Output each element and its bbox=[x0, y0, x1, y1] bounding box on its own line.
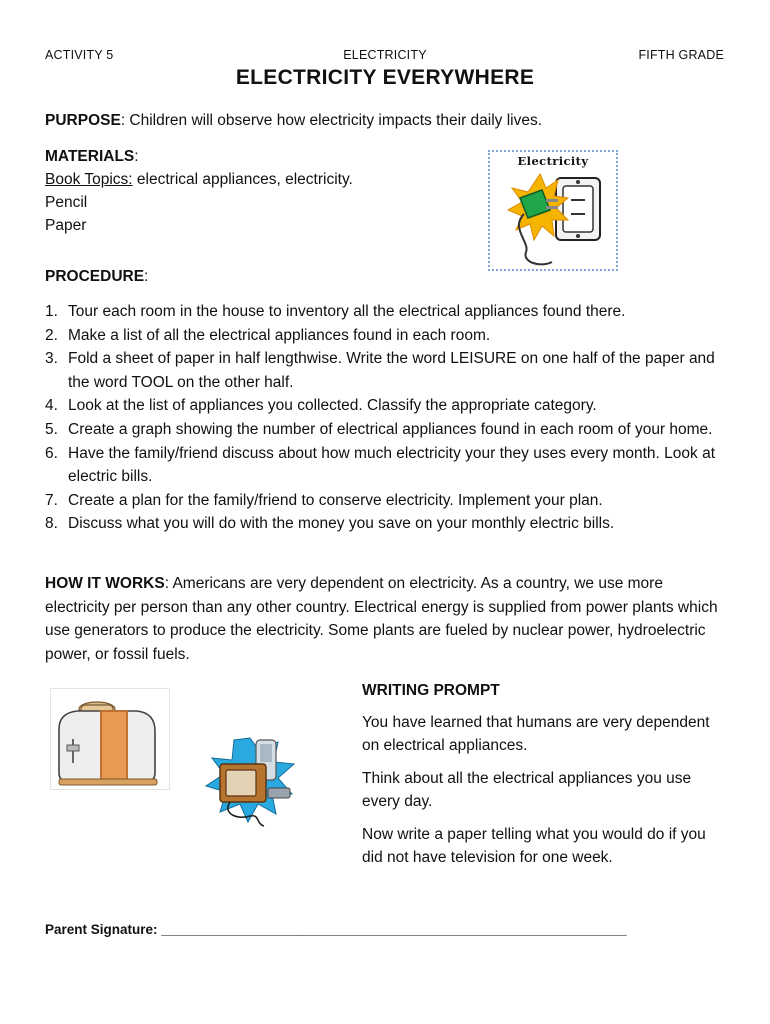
step-text: Create a plan for the family/friend to conserve electricity. Implement your plan. bbox=[68, 491, 603, 509]
book-topics-label: Book Topics: bbox=[45, 171, 133, 188]
procedure-step bbox=[45, 512, 725, 536]
step-number: 6. bbox=[45, 444, 58, 462]
step-text: Create a graph showing the number of electrical appliances found in each room of your home. bbox=[68, 420, 713, 438]
how-it-works-section bbox=[45, 572, 725, 666]
step-number: 7. bbox=[45, 491, 58, 509]
toaster-icon bbox=[51, 689, 169, 789]
writing-prompt-title: WRITING PROMPT bbox=[362, 682, 500, 699]
step-number: 4. bbox=[45, 397, 58, 415]
materials-section bbox=[45, 145, 465, 237]
toaster-clipart bbox=[50, 688, 170, 790]
procedure-step bbox=[45, 442, 725, 489]
step-text: Look at the list of appliances you collected. Classify the appropriate category. bbox=[68, 397, 597, 415]
writing-prompt-paragraph: You have learned that humans are very dependent on electrical appliances. bbox=[362, 714, 710, 754]
material-item: Pencil bbox=[45, 194, 88, 211]
material-item: Paper bbox=[45, 217, 87, 234]
step-text: Have the family/friend discuss about how much electricity your they uses every month. Look at electric bills. bbox=[68, 444, 715, 486]
book-topics-text: electrical appliances, electricity. bbox=[132, 171, 353, 188]
electricity-label: Electricity bbox=[517, 154, 589, 168]
step-text: Fold a sheet of paper in half lengthwise. Write the word LEISURE on one half of the paper and the word TOOL on the other half. bbox=[68, 350, 715, 391]
signature-line[interactable]: ______________________________________________________________ bbox=[157, 922, 627, 937]
procedure-step bbox=[45, 394, 725, 418]
step-number: 3. bbox=[45, 350, 58, 368]
header-subject: ELECTRICITY bbox=[343, 48, 427, 62]
writing-prompt-paragraph: Now write a paper telling what you would do if you did not have television for one week. bbox=[362, 826, 706, 866]
signature-label: Parent Signature: bbox=[45, 922, 158, 937]
procedure-list bbox=[45, 300, 725, 536]
procedure-colon: : bbox=[144, 268, 149, 285]
step-number: 8. bbox=[45, 515, 58, 533]
television-icon bbox=[204, 734, 296, 830]
how-it-works-label: HOW IT WORKS bbox=[45, 575, 165, 592]
step-number: 2. bbox=[45, 326, 58, 344]
materials-colon: : bbox=[134, 148, 139, 165]
procedure-step bbox=[45, 300, 725, 324]
procedure-step bbox=[45, 347, 725, 394]
procedure-label: PROCEDURE bbox=[45, 268, 145, 285]
step-number: 5. bbox=[45, 420, 58, 438]
procedure-step bbox=[45, 489, 725, 513]
header-grade: FIFTH GRADE bbox=[638, 48, 724, 62]
writing-prompt-paragraph: Think about all the electrical appliances you use every day. bbox=[362, 770, 692, 810]
writing-prompt bbox=[362, 679, 722, 879]
step-text: Discuss what you will do with the money you save on your monthly electric bills. bbox=[68, 515, 615, 533]
procedure-heading bbox=[45, 265, 148, 288]
materials-label: MATERIALS bbox=[45, 148, 135, 165]
procedure-step bbox=[45, 324, 725, 348]
page-title: ELECTRICITY EVERYWHERE bbox=[235, 66, 535, 89]
procedure-step bbox=[45, 418, 725, 442]
purpose-section bbox=[45, 109, 725, 132]
purpose-label: PURPOSE bbox=[45, 112, 121, 129]
step-text: Make a list of all the electrical appliances found in each room. bbox=[68, 326, 491, 344]
header-activity: ACTIVITY 5 bbox=[45, 48, 114, 62]
purpose-text: : Children will observe how electricity impacts their daily lives. bbox=[120, 112, 543, 129]
parent-signature bbox=[45, 922, 627, 937]
step-text: Tour each room in the house to inventory all the electrical appliances found there. bbox=[68, 303, 626, 320]
step-number: 1. bbox=[45, 303, 58, 320]
electricity-clipart bbox=[488, 150, 618, 271]
electric-plug-icon bbox=[490, 152, 616, 269]
how-it-works-text: : Americans are very dependent on electricity. As a country, we use more electricity per person than any other country. Electrical energy is supplied from power plants which use generators to produce the electricity. Some plants are fueled by nuclear power, hydroelectric power, or fossil fuels. bbox=[45, 575, 718, 663]
